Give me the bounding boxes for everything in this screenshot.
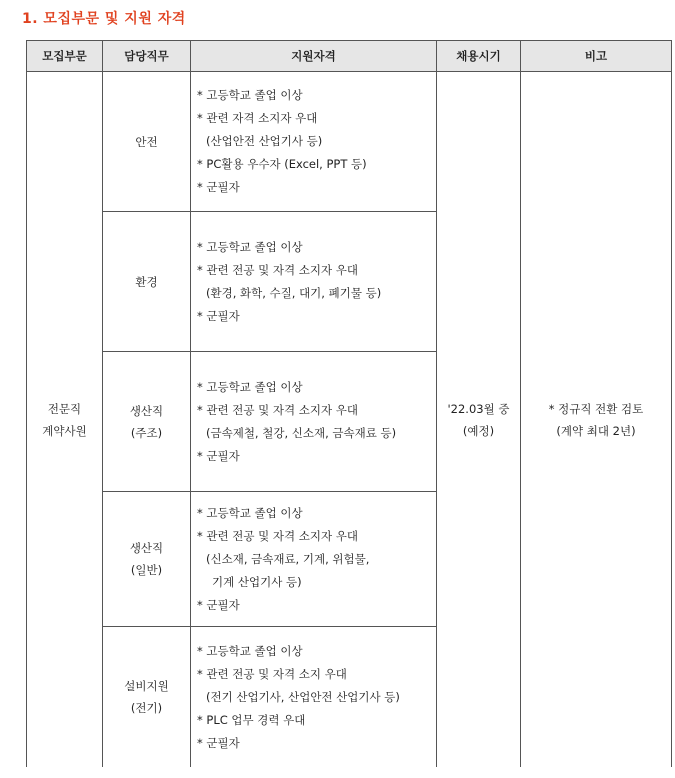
- remarks-cell: [521, 72, 672, 768]
- qualification-item: 기계 산업기사 등): [212, 574, 302, 589]
- duty-cell-environment: [103, 212, 191, 352]
- duty-sublabel: (일반): [130, 563, 163, 577]
- qualification-cell-facility-electric: [191, 627, 437, 768]
- qualification-item: (신소재, 금속재료, 기계, 위험물,: [206, 551, 370, 566]
- qualification-item: * 고등학교 졸업 이상: [197, 505, 303, 520]
- duty-sublabel: (주조): [130, 425, 163, 440]
- qualification-item: * 고등학교 졸업 이상: [197, 379, 303, 394]
- division-line-2: 계약사원: [42, 423, 87, 438]
- division-line-1: 전문직: [47, 401, 82, 416]
- duty-cell-production-general: [103, 492, 191, 627]
- hiring-period-line-2: (예정): [462, 423, 495, 438]
- header-division: 모집부문: [27, 41, 103, 72]
- qualification-item: (전기 산업기사, 산업안전 산업기사 등): [206, 689, 400, 704]
- duty-sublabel: (전기): [130, 701, 163, 715]
- header-hiring-period: 채용시기: [437, 41, 521, 72]
- qualification-item: * 군필자: [197, 180, 240, 194]
- qualification-item: * 관련 자격 소지자 우대: [197, 111, 318, 125]
- qualification-item: * 관련 전공 및 자격 소지자 우대: [197, 402, 358, 417]
- header-qualification: 지원자격: [191, 41, 437, 72]
- duty-label: 환경: [135, 274, 158, 289]
- remarks-line-2: (계약 최대 2년): [556, 423, 636, 438]
- duty-cell-safety: [103, 72, 191, 212]
- section-title: 1. 모집부문 및 지원 자격: [22, 11, 186, 27]
- qualification-item: * PC활용 우수자 (Excel, PPT 등): [197, 157, 367, 171]
- qualification-item: * 고등학교 졸업 이상: [197, 643, 303, 658]
- header-duty: 담당직무: [103, 41, 191, 72]
- duty-label: 생산직: [129, 541, 164, 555]
- qualification-item: (환경, 화학, 수질, 대기, 폐기물 등): [206, 285, 382, 300]
- header-remarks: 비고: [521, 41, 672, 72]
- qualification-item: * 군필자: [197, 448, 240, 463]
- hiring-period-cell: [437, 72, 521, 768]
- qualification-item: * 군필자: [197, 308, 240, 323]
- duty-label: 설비지원: [124, 679, 169, 693]
- table-header-row: [27, 41, 672, 72]
- duty-cell-facility-electric: [103, 627, 191, 768]
- qualification-item: * 고등학교 졸업 이상: [197, 239, 303, 254]
- recruitment-table: [26, 40, 672, 767]
- division-cell: [27, 72, 103, 768]
- table-row: [27, 72, 672, 212]
- duty-cell-production-casting: [103, 352, 191, 492]
- remarks-line-1: * 정규직 전환 검토: [548, 401, 644, 416]
- qualification-item: (금속제철, 철강, 신소재, 금속재료 등): [206, 425, 397, 440]
- qualification-cell-production-casting: [191, 352, 437, 492]
- qualification-item: (산업안전 산업기사 등): [206, 134, 323, 148]
- qualification-item: * 관련 전공 및 자격 소지 우대: [197, 666, 347, 681]
- duty-label: 생산직: [129, 403, 164, 418]
- qualification-item: * 군필자: [197, 735, 240, 750]
- qualification-item: * 관련 전공 및 자격 소지자 우대: [197, 262, 358, 277]
- qualification-cell-environment: [191, 212, 437, 352]
- qualification-item: * PLC 업무 경력 우대: [197, 712, 306, 727]
- qualification-item: * 관련 전공 및 자격 소지자 우대: [197, 528, 358, 543]
- duty-label: 안전: [135, 134, 158, 149]
- qualification-item: * 고등학교 졸업 이상: [197, 88, 303, 102]
- qualification-cell-production-general: [191, 492, 437, 627]
- qualification-cell-safety: [191, 72, 437, 212]
- hiring-period-line-1: '22.03월 중: [447, 401, 510, 416]
- qualification-item: * 군필자: [197, 597, 240, 612]
